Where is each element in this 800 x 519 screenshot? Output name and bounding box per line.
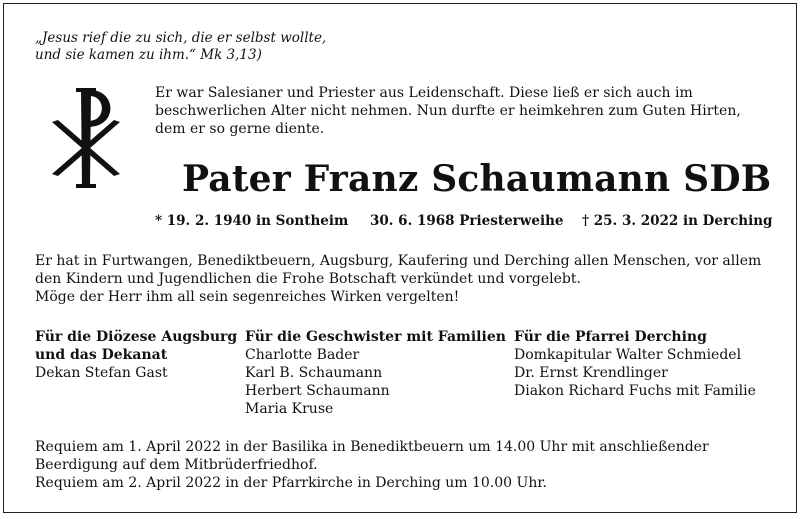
signature-name: Herbert Schaumann [245, 383, 390, 399]
tribute-line: Möge der Herr ihm all sein segenreiches Wirken vergelten! [35, 289, 460, 305]
tribute-text [35, 252, 775, 306]
intro-line: Er war Salesianer und Priester aus Leidenschaft. Diese ließ er sich auch im [155, 85, 693, 101]
signature-heading: Für die Pfarrei Derching [514, 329, 707, 345]
requiem-line: Requiem am 1. April 2022 in der Basilika in Benediktbeuern um 14.00 Uhr mit anschließender [35, 439, 709, 455]
deceased-name: Pater Franz Schaumann SDB [182, 158, 772, 200]
life-dates [4, 212, 798, 232]
signature-name: Diakon Richard Fuchs mit Familie [514, 383, 756, 399]
intro-line: beschwerlichen Alter nicht nehmen. Nun durfte er heimkehren zum Guten Hirten, [155, 103, 741, 119]
signature-family [245, 328, 506, 418]
quote-line: „Jesus rief die zu sich, die er selbst wollte, [35, 30, 327, 46]
ordination-date: 30. 6. 1968 Priesterweihe [370, 213, 564, 229]
signature-name: Dr. Ernst Krendlinger [514, 365, 668, 381]
birth-date: * 19. 2. 1940 in Sontheim [155, 213, 349, 229]
signature-name: Maria Kruse [245, 401, 334, 417]
bible-quote [35, 30, 355, 64]
death-date: † 25. 3. 2022 in Derching [582, 213, 773, 229]
signature-heading: und das Dekanat [35, 347, 168, 363]
chi-rho-icon [46, 86, 126, 190]
intro-text [155, 84, 770, 138]
requiem-info [35, 438, 775, 492]
intro-line: dem er so gerne diente. [155, 121, 325, 137]
requiem-line: Beerdigung auf dem Mitbrüderfriedhof. [35, 457, 318, 473]
signature-name: Dekan Stefan Gast [35, 365, 168, 381]
signature-parish [514, 328, 756, 400]
signature-name: Domkapitular Walter Schmiedel [514, 347, 742, 363]
requiem-line: Requiem am 2. April 2022 in der Pfarrkirche in Derching um 10.00 Uhr. [35, 475, 547, 491]
signature-diocese [35, 328, 237, 382]
obituary-notice [3, 3, 797, 513]
signature-name: Charlotte Bader [245, 347, 360, 363]
signature-heading: Für die Geschwister mit Familien [245, 329, 506, 345]
signature-heading: Für die Diözese Augsburg [35, 329, 238, 345]
tribute-line: den Kindern und Jugendlichen die Frohe Botschaft verkündet und vorgelebt. [35, 271, 581, 287]
quote-line: und sie kamen zu ihm.“ Mk 3,13) [35, 47, 262, 63]
tribute-line: Er hat in Furtwangen, Benediktbeuern, Augsburg, Kaufering und Derching allen Menschen, vor allem [35, 253, 762, 269]
signature-name: Karl B. Schaumann [245, 365, 383, 381]
